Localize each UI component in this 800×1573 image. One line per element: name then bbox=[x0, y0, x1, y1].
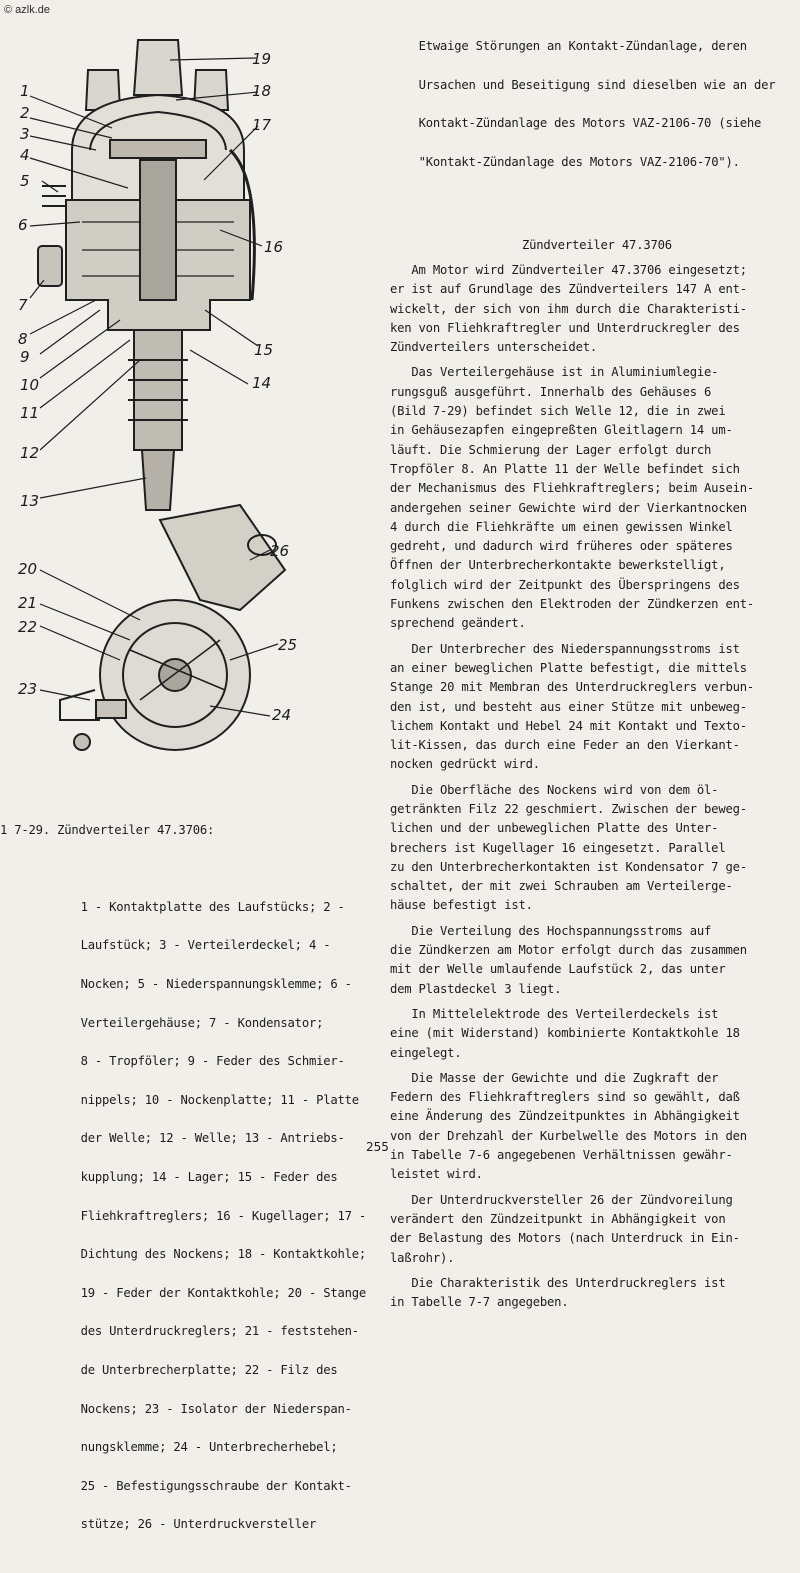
figure-caption bbox=[0, 782, 370, 1573]
caption-line: 19 - Feder der Kontaktkohle; 20 - Stange bbox=[80, 1285, 367, 1300]
text-line: gedreht, und dadurch wird früheres oder späteres bbox=[390, 539, 733, 554]
callout-11: 11 bbox=[20, 404, 40, 422]
text-line: den ist, und besteht aus einer Stütze mit unbeweg- bbox=[390, 699, 747, 714]
callout-10: 10 bbox=[20, 376, 40, 394]
watermark: © azlk.de bbox=[4, 4, 51, 16]
text-line: der Mechanismus des Fliehkraftreglers; beim Ausein- bbox=[390, 481, 755, 496]
text-line: folglich wird der Zeitpunkt des Überspringens des bbox=[390, 577, 740, 592]
callout-7: 7 bbox=[18, 296, 28, 314]
body-paragraph bbox=[390, 922, 795, 999]
caption-legend bbox=[0, 878, 370, 1553]
callout-9: 9 bbox=[20, 348, 30, 366]
text-line: der Belastung des Motors (nach Unterdruck in Ein- bbox=[390, 1231, 740, 1246]
caption-line: 25 - Befestigungsschraube der Kontakt- bbox=[80, 1478, 352, 1493]
callout-21: 21 bbox=[18, 594, 38, 612]
text-line: brechers ist Kugellager 16 eingesetzt. Parallel bbox=[390, 840, 726, 855]
text-line: eingelegt. bbox=[390, 1045, 462, 1060]
caption-line: des Unterdruckreglers; 21 - feststehen- bbox=[80, 1324, 359, 1339]
text-line: lichen und der unbeweglichen Platte des Unter- bbox=[390, 821, 719, 836]
text-line: eine Änderung des Zündzeitpunktes in Abhängigkeit bbox=[390, 1109, 740, 1124]
text-line: Die Oberfläche des Nockens wird von dem öl- bbox=[390, 782, 719, 797]
caption-title: 1 7-29. Zündverteiler 47.3706: bbox=[0, 822, 215, 837]
text-line: Funkens zwischen den Elektroden der Zündkerzen ent- bbox=[390, 597, 755, 612]
caption-line: Nocken; 5 - Niederspannungsklemme; 6 - bbox=[80, 976, 352, 991]
text-line: Die Charakteristik des Unterdruckreglers ist bbox=[390, 1275, 726, 1290]
text-line: Öffnen der Unterbrecherkontakte bewerkstelligt, bbox=[390, 558, 726, 573]
text-line: Am Motor wird Zündverteiler 47.3706 eingesetzt; bbox=[390, 262, 747, 277]
text-line: Der Unterdruckversteller 26 der Zündvoreilung bbox=[390, 1192, 733, 1207]
body-paragraph bbox=[390, 781, 795, 916]
text-line: mit der Welle umlaufende Laufstück 2, das unter bbox=[390, 962, 726, 977]
body-paragraph bbox=[390, 261, 795, 357]
text-line: laßrohr). bbox=[390, 1250, 455, 1265]
text-line: In Mittelelektrode des Verteilerdeckels ist bbox=[390, 1006, 719, 1021]
callout-15: 15 bbox=[254, 341, 274, 359]
callout-6: 6 bbox=[18, 216, 28, 234]
body-paragraph bbox=[390, 1191, 795, 1268]
body-paragraph bbox=[390, 640, 795, 775]
text-line: an einer beweglichen Platte befestigt, die mittels bbox=[390, 660, 747, 675]
text-line: getränkten Filz 22 geschmiert. Zwischen der beweg- bbox=[390, 801, 747, 816]
caption-line: kupplung; 14 - Lager; 15 - Feder des bbox=[80, 1169, 338, 1184]
text-line: Der Unterbrecher des Niederspannungsstroms ist bbox=[390, 641, 740, 656]
callout-8: 8 bbox=[18, 330, 28, 348]
text-line: zu den Unterbrecherkontakten ist Kondensator 7 ge- bbox=[390, 859, 747, 874]
text-line: lit-Kissen, das durch eine Feder an den Vierkant- bbox=[390, 738, 740, 753]
callout-16: 16 bbox=[264, 238, 284, 256]
text-line: von der Drehzahl der Kurbelwelle des Motors in den bbox=[390, 1128, 747, 1143]
caption-line: de Unterbrecherplatte; 22 - Filz des bbox=[80, 1362, 338, 1377]
section-heading: Zündverteiler 47.3706 bbox=[522, 237, 672, 252]
callout-26: 26 bbox=[270, 542, 290, 560]
text-line: Die Verteilung des Hochspannungsstroms auf bbox=[390, 923, 712, 938]
text-line: Federn des Fliehkraftreglers sind so gewählt, daß bbox=[390, 1090, 740, 1105]
callout-1: 1 bbox=[20, 82, 30, 100]
text-line: Etwaige Störungen an Kontakt-Zündanlage, deren bbox=[418, 39, 747, 54]
callout-25: 25 bbox=[278, 636, 298, 654]
text-line: in Tabelle 7-6 angegebenen Verhältnissen gewähr- bbox=[390, 1148, 733, 1163]
callout-19: 19 bbox=[252, 50, 272, 68]
callout-13: 13 bbox=[20, 492, 40, 510]
distributor-section-drawing bbox=[38, 40, 285, 750]
text-line: Das Verteilergehäuse ist in Aluminiumlegie- bbox=[390, 365, 719, 380]
body-paragraph bbox=[390, 1069, 795, 1185]
text-line: Die Masse der Gewichte und die Zugkraft der bbox=[390, 1070, 719, 1085]
caption-line: Fliehkraftreglers; 16 - Kugellager; 17 - bbox=[80, 1208, 367, 1223]
text-line: verändert den Zündzeitpunkt in Abhängigkeit von bbox=[390, 1211, 726, 1226]
caption-line: der Welle; 12 - Welle; 13 - Antriebs- bbox=[80, 1131, 345, 1146]
text-line: in Gehäusezapfen eingepreßten Gleitlagern 14 um- bbox=[390, 423, 733, 438]
intro-paragraph bbox=[390, 18, 795, 192]
text-line: Zündverteilers unterscheidet. bbox=[390, 340, 597, 355]
body-paragraph bbox=[390, 1274, 795, 1313]
text-line: (Bild 7-29) befindet sich Welle 12, die in zwei bbox=[390, 404, 726, 419]
text-line: Stange 20 mit Membran des Unterdruckreglers verbun- bbox=[390, 680, 755, 695]
callout-17: 17 bbox=[252, 116, 272, 134]
callout-3: 3 bbox=[20, 125, 30, 143]
text-line: "Kontakt-Zündanlage des Motors VAZ-2106-70"). bbox=[418, 155, 740, 170]
callout-23: 23 bbox=[18, 680, 38, 698]
text-line: rungsguß ausgeführt. Innerhalb des Gehäuses 6 bbox=[390, 384, 712, 399]
text-line: wickelt, der sich von ihm durch die Charakteristi- bbox=[390, 301, 747, 316]
text-line: schaltet, der mit zwei Schrauben am Verteilerge- bbox=[390, 879, 733, 894]
text-line: 4 durch die Fliehkräfte um einen gewissen Winkel bbox=[390, 519, 733, 534]
text-line: läuft. Die Schmierung der Lager erfolgt durch bbox=[390, 442, 712, 457]
caption-line: stütze; 26 - Unterdruckversteller bbox=[80, 1517, 317, 1532]
callout-2: 2 bbox=[20, 104, 30, 122]
text-line: lichem Kontakt und Hebel 24 mit Kontakt und Texto- bbox=[390, 718, 747, 733]
callout-24: 24 bbox=[272, 706, 292, 724]
caption-line: Dichtung des Nockens; 18 - Kontaktkohle; bbox=[80, 1247, 367, 1262]
text-line: er ist auf Grundlage des Zündverteilers 147 A ent- bbox=[390, 282, 747, 297]
callout-18: 18 bbox=[252, 82, 272, 100]
callout-20: 20 bbox=[18, 560, 38, 578]
caption-line: nippels; 10 - Nockenplatte; 11 - Platte bbox=[80, 1092, 359, 1107]
caption-line: Laufstück; 3 - Verteilerdeckel; 4 - bbox=[80, 938, 331, 953]
text-line: nocken gedrückt wird. bbox=[390, 757, 540, 772]
distributor-figure bbox=[0, 0, 370, 780]
text-line: ken von Fliehkraftregler und Unterdruckregler des bbox=[390, 320, 740, 335]
caption-line: 8 - Tropföler; 9 - Feder des Schmier- bbox=[80, 1054, 345, 1069]
caption-line: Nockens; 23 - Isolator der Niederspan- bbox=[80, 1401, 352, 1416]
text-line: in Tabelle 7-7 angegeben. bbox=[390, 1295, 569, 1310]
text-line: eine (mit Widerstand) kombinierte Kontaktkohle 18 bbox=[390, 1026, 740, 1041]
text-line: häuse befestigt ist. bbox=[390, 898, 533, 913]
text-line: die Zündkerzen am Motor erfolgt durch das zusammen bbox=[390, 943, 747, 958]
body-paragraph bbox=[390, 363, 795, 633]
caption-line: 1 - Kontaktplatte des Laufstücks; 2 - bbox=[80, 899, 345, 914]
text-line: Kontakt-Zündanlage des Motors VAZ-2106-70 (siehe bbox=[418, 116, 762, 131]
callout-22: 22 bbox=[18, 618, 38, 636]
section-body bbox=[390, 261, 795, 1312]
callout-4: 4 bbox=[20, 146, 30, 164]
caption-line: Verteilergehäuse; 7 - Kondensator; bbox=[80, 1015, 324, 1030]
text-line: leistet wird. bbox=[390, 1167, 483, 1182]
text-line: andergehen seiner Gewichte wird der Vierkantnocken bbox=[390, 500, 747, 515]
text-line: sprechend geändert. bbox=[390, 616, 526, 631]
text-line: Ursachen und Beseitigung sind dieselben wie an der bbox=[418, 77, 776, 92]
caption-line: nungsklemme; 24 - Unterbrecherhebel; bbox=[80, 1440, 338, 1455]
callout-5: 5 bbox=[20, 172, 30, 190]
body-paragraph bbox=[390, 1005, 795, 1063]
page-number: 255 bbox=[366, 1140, 389, 1154]
text-line: Tropföler 8. An Platte 11 der Welle befindet sich bbox=[390, 461, 740, 476]
callout-12: 12 bbox=[20, 444, 40, 462]
callout-14: 14 bbox=[252, 374, 272, 392]
body-text-column bbox=[390, 18, 795, 1318]
text-line: dem Plastdeckel 3 liegt. bbox=[390, 981, 562, 996]
